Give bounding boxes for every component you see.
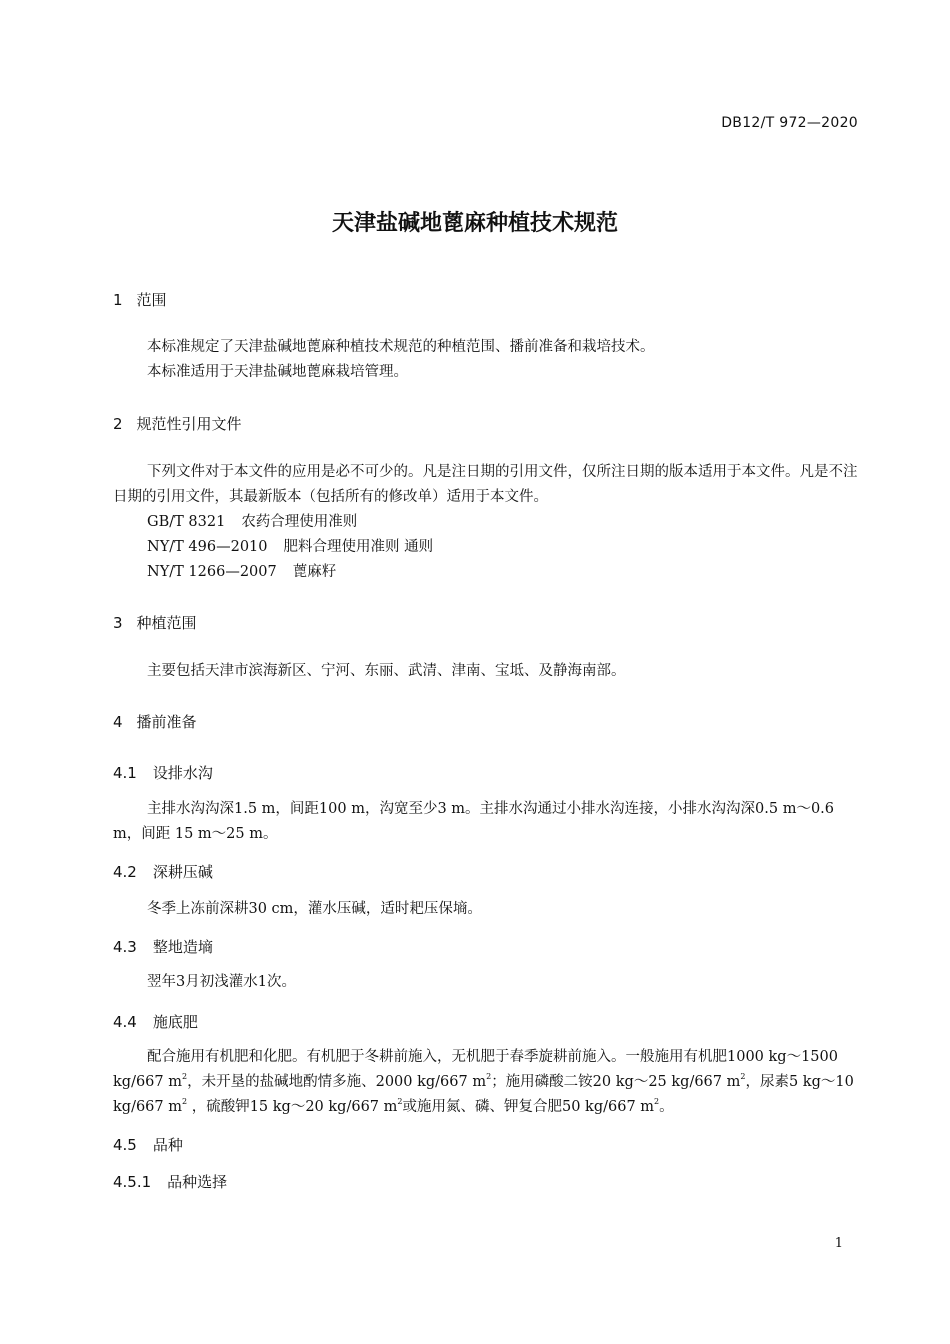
superscript: 2 <box>397 1097 403 1106</box>
section-title: 播前准备 <box>136 713 197 731</box>
paragraph: 冬季上冻前深耕30 cm，灌水压碱，适时耙压保墒。 <box>147 901 482 917</box>
subsection-4-5-heading <box>113 1134 183 1155</box>
text-run: 配合施用有机肥和化肥。有机肥于冬耕前施入，无机肥于春季旋耕前施入。一般施用有机肥1000 kg～1500 kg/667 m <box>113 1049 838 1090</box>
document-code: DB12/T 972—2020 <box>721 115 858 131</box>
reference-code: NY/T 496—2010 <box>147 539 268 555</box>
subsection-4-1-heading <box>113 762 213 783</box>
reference-code: NY/T 1266—2007 <box>147 564 277 580</box>
section-1-heading <box>113 289 167 310</box>
section-title: 种植范围 <box>136 614 197 632</box>
subsection-title: 整地造墒 <box>152 938 213 956</box>
reference-name: 蓖麻籽 <box>292 564 337 580</box>
section-number: 3 <box>113 614 123 632</box>
paragraph-fertilizer <box>113 1045 861 1120</box>
section-2-heading <box>113 413 242 434</box>
superscript: 2 <box>182 1097 188 1106</box>
subsection-number: 4.1 <box>113 764 137 782</box>
text-run: 。 <box>659 1099 674 1115</box>
subsection-title: 设排水沟 <box>152 764 213 782</box>
section-number: 4 <box>113 713 123 731</box>
subsection-title: 品种选择 <box>167 1173 228 1191</box>
reference-item <box>147 535 433 556</box>
subsection-number: 4.2 <box>113 863 137 881</box>
subsection-4-3-heading <box>113 936 213 957</box>
section-number: 1 <box>113 291 123 309</box>
document-title: 天津盐碱地蓖麻种植技术规范 <box>331 211 618 236</box>
subsection-title: 施底肥 <box>152 1013 198 1031</box>
section-3-heading <box>113 612 197 633</box>
section-4-heading <box>113 711 197 732</box>
subsection-number: 4.3 <box>113 938 137 956</box>
reference-name: 肥料合理使用准则 通则 <box>283 539 434 555</box>
subsection-number: 4.5.1 <box>113 1173 152 1191</box>
subsection-number: 4.5 <box>113 1136 137 1154</box>
subsection-4-2-heading <box>113 861 213 882</box>
paragraph: 主要包括天津市滨海新区、宁河、东丽、武清、津南、宝坻、及静海南部。 <box>147 663 626 679</box>
reference-item <box>147 510 357 531</box>
text-run: 或施用氮、磷、钾复合肥50 kg/667 m <box>402 1099 655 1115</box>
subsection-title: 深耕压碱 <box>152 863 213 881</box>
page-number: 1 <box>834 1236 843 1251</box>
superscript: 2 <box>740 1072 746 1081</box>
paragraph: 本标准适用于天津盐碱地蓖麻栽培管理。 <box>147 364 408 380</box>
reference-code: GB/T 8321 <box>147 514 226 530</box>
section-title: 规范性引用文件 <box>136 415 242 433</box>
section-title: 范围 <box>136 291 167 309</box>
text-run: ；施用磷酸二铵20 kg～25 kg/667 m <box>491 1074 741 1090</box>
text-run: ，硫酸钾15 kg～20 kg/667 m <box>187 1099 398 1115</box>
paragraph: 下列文件对于本文件的应用是必不可少的。凡是注日期的引用文件，仅所注日期的版本适用于本文件。凡是不注日期的引用文件，其最新版本（包括所有的修改单）适用于本文件。 <box>113 464 858 505</box>
paragraph: 主排水沟沟深1.5 m，间距100 m，沟宽至少3 m。主排水沟通过小排水沟连接，小排水沟沟深0.5 m～0.6 m，间距 15 m～25 m。 <box>113 801 835 842</box>
paragraph: 本标准规定了天津盐碱地蓖麻种植技术规范的种植范围、播前准备和栽培技术。 <box>147 339 655 355</box>
reference-name: 农药合理使用准则 <box>241 514 358 530</box>
text-run: ，未开垦的盐碱地酌情多施、2000 kg/667 m <box>187 1074 487 1090</box>
section-number: 2 <box>113 415 123 433</box>
text-run: ，尿素5 kg～10 kg/667 m <box>113 1074 854 1115</box>
superscript: 2 <box>654 1097 660 1106</box>
paragraph: 翌年3月初浅灌水1次。 <box>147 974 296 990</box>
subsection-4-5-1-heading <box>113 1171 227 1192</box>
reference-item <box>147 560 336 581</box>
superscript: 2 <box>486 1072 492 1081</box>
subsection-number: 4.4 <box>113 1013 137 1031</box>
subsection-4-4-heading <box>113 1011 198 1032</box>
subsection-title: 品种 <box>152 1136 183 1154</box>
superscript: 2 <box>182 1072 188 1081</box>
